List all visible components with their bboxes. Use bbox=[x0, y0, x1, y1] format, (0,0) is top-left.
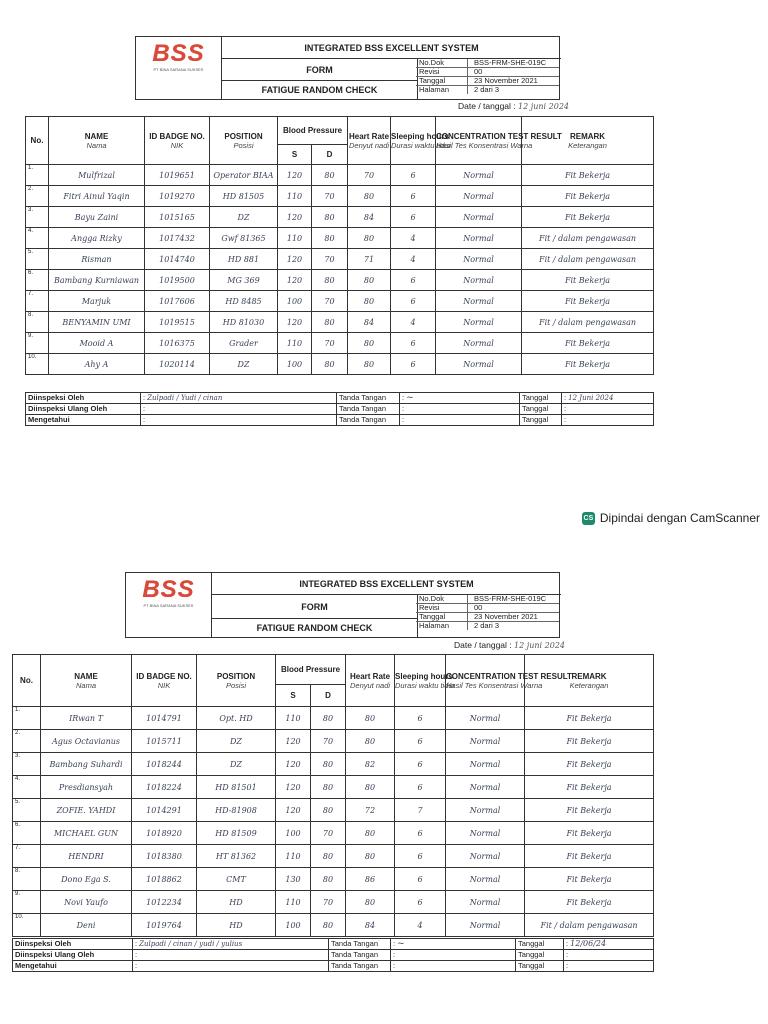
date-label: Tanggal bbox=[516, 950, 564, 961]
row-name: Presdiansyah bbox=[41, 776, 132, 799]
row-badge: 1016375 bbox=[145, 333, 210, 354]
row-position: HD 81030 bbox=[210, 312, 278, 333]
col-name: NAME Nama bbox=[49, 117, 145, 165]
bss-logo: BSS PT BINA SARANA SUKSES bbox=[126, 573, 212, 637]
row-heart-rate: 80 bbox=[346, 845, 395, 868]
row-badge: 1019270 bbox=[145, 186, 210, 207]
row-systolic: 100 bbox=[276, 914, 311, 937]
row-remark: Fit / dalam pengawasan bbox=[522, 249, 654, 270]
table-row bbox=[13, 776, 654, 799]
row-no: 6. bbox=[26, 270, 49, 291]
row-systolic: 120 bbox=[278, 270, 312, 291]
row-systolic: 120 bbox=[276, 776, 311, 799]
row-concentration: Normal bbox=[446, 845, 525, 868]
row-badge: 1014791 bbox=[132, 707, 197, 730]
date-label: Tanggal bbox=[516, 939, 564, 950]
row-no: 8. bbox=[13, 868, 41, 891]
row-name: Dono Ega S. bbox=[41, 868, 132, 891]
signature-label: Tanda Tangan bbox=[337, 393, 400, 404]
form-label: FORM bbox=[212, 595, 418, 619]
date-label: Tanggal bbox=[520, 415, 562, 426]
reinspected-date: : bbox=[564, 950, 654, 961]
doc-meta: No.Dok BSS-FRM-SHE-019C Revisi 00 Tanggal 23 November 2021 Halaman 2 dari 3 bbox=[416, 59, 559, 94]
signature-label: Tanda Tangan bbox=[337, 404, 400, 415]
row-systolic: 120 bbox=[278, 207, 312, 228]
row-badge: 1018224 bbox=[132, 776, 197, 799]
camscanner-watermark bbox=[582, 511, 760, 525]
col-s: S bbox=[276, 685, 311, 707]
row-no: 7. bbox=[26, 291, 49, 312]
row-remark: Fit Bekerja bbox=[522, 186, 654, 207]
row-position: HD bbox=[197, 914, 276, 937]
row-position: HD 81509 bbox=[197, 822, 276, 845]
row-sleep-hours: 6 bbox=[391, 333, 436, 354]
table-row bbox=[13, 914, 654, 937]
row-remark: Fit Bekerja bbox=[522, 333, 654, 354]
row-heart-rate: 80 bbox=[348, 354, 391, 375]
row-concentration: Normal bbox=[436, 270, 522, 291]
row-systolic: 120 bbox=[278, 165, 312, 186]
inspected-by: : Zulpadi / cinan / yudi / yulius bbox=[133, 939, 329, 950]
col-hr: Heart Rate Denyut nadi bbox=[346, 655, 395, 707]
camscanner-text: Dipindai dengan CamScanner bbox=[599, 511, 760, 525]
row-sleep-hours: 4 bbox=[395, 914, 446, 937]
form-title: FATIGUE RANDOM CHECK bbox=[212, 619, 418, 638]
row-sleep-hours: 6 bbox=[391, 207, 436, 228]
row-remark: Fit Bekerja bbox=[525, 845, 654, 868]
row-no: 10. bbox=[13, 914, 41, 937]
form2-table bbox=[12, 654, 654, 937]
row-no: 2. bbox=[26, 186, 49, 207]
form1-footer bbox=[25, 392, 654, 426]
row-heart-rate: 80 bbox=[348, 228, 391, 249]
row-name: Bambang Suhardi bbox=[41, 753, 132, 776]
row-name: Agus Octavianus bbox=[41, 730, 132, 753]
row-diastolic: 70 bbox=[311, 822, 346, 845]
row-sleep-hours: 6 bbox=[395, 753, 446, 776]
row-badge: 1014740 bbox=[145, 249, 210, 270]
row-heart-rate: 84 bbox=[348, 312, 391, 333]
row-position: Opt. HD bbox=[197, 707, 276, 730]
inspected-by: : Zulpadi / Yudi / cinan bbox=[141, 393, 337, 404]
row-no: 5. bbox=[13, 799, 41, 822]
row-diastolic: 80 bbox=[311, 707, 346, 730]
row-concentration: Normal bbox=[436, 354, 522, 375]
row-remark: Fit Bekerja bbox=[525, 868, 654, 891]
row-systolic: 130 bbox=[276, 868, 311, 891]
row-concentration: Normal bbox=[436, 249, 522, 270]
row-concentration: Normal bbox=[446, 822, 525, 845]
table-row bbox=[26, 186, 654, 207]
row-no: 2. bbox=[13, 730, 41, 753]
row-sleep-hours: 6 bbox=[391, 291, 436, 312]
row-diastolic: 70 bbox=[311, 730, 346, 753]
row-position: DZ bbox=[197, 753, 276, 776]
row-no: 7. bbox=[13, 845, 41, 868]
row-heart-rate: 80 bbox=[346, 776, 395, 799]
col-remark: REMARK Keterangan bbox=[525, 655, 654, 707]
row-concentration: Normal bbox=[446, 730, 525, 753]
row-remark: Fit Bekerja bbox=[522, 291, 654, 312]
row-sleep-hours: 6 bbox=[391, 165, 436, 186]
row-position: DZ bbox=[210, 354, 278, 375]
row-diastolic: 80 bbox=[311, 914, 346, 937]
form2-footer bbox=[12, 938, 654, 972]
row-badge: 1019764 bbox=[132, 914, 197, 937]
date-label: Tanggal bbox=[516, 961, 564, 972]
row-position: Operator BIAA bbox=[210, 165, 278, 186]
table-row bbox=[26, 291, 654, 312]
row-no: 5. bbox=[26, 249, 49, 270]
row-systolic: 100 bbox=[276, 822, 311, 845]
col-s: S bbox=[278, 145, 312, 165]
row-remark: Fit Bekerja bbox=[525, 730, 654, 753]
table-row bbox=[13, 868, 654, 891]
table-row bbox=[26, 270, 654, 291]
row-remark: Fit Bekerja bbox=[525, 891, 654, 914]
col-d: D bbox=[311, 685, 346, 707]
row-position: Gwf 81365 bbox=[210, 228, 278, 249]
row-sleep-hours: 6 bbox=[395, 822, 446, 845]
row-systolic: 110 bbox=[278, 186, 312, 207]
row-remark: Fit Bekerja bbox=[525, 707, 654, 730]
form2-header bbox=[125, 572, 560, 638]
signature-value: : bbox=[391, 961, 516, 972]
row-concentration: Normal bbox=[446, 891, 525, 914]
row-heart-rate: 80 bbox=[348, 291, 391, 312]
row-name: Novi Yaufo bbox=[41, 891, 132, 914]
row-position: MG 369 bbox=[210, 270, 278, 291]
row-name: Risman bbox=[49, 249, 145, 270]
row-remark: Fit / dalam pengawasan bbox=[525, 914, 654, 937]
reinspected-date: : bbox=[562, 404, 654, 415]
row-no: 1. bbox=[13, 707, 41, 730]
row-diastolic: 70 bbox=[312, 291, 348, 312]
row-remark: Fit Bekerja bbox=[525, 776, 654, 799]
row-heart-rate: 72 bbox=[346, 799, 395, 822]
acknowledged-by: : bbox=[133, 961, 329, 972]
acknowledged-date: : bbox=[564, 961, 654, 972]
table-row bbox=[13, 707, 654, 730]
row-diastolic: 70 bbox=[312, 333, 348, 354]
row-sleep-hours: 6 bbox=[395, 730, 446, 753]
row-badge: 1012234 bbox=[132, 891, 197, 914]
row-sleep-hours: 6 bbox=[391, 270, 436, 291]
reinspected-by: : bbox=[141, 404, 337, 415]
row-concentration: Normal bbox=[446, 914, 525, 937]
row-badge: 1015711 bbox=[132, 730, 197, 753]
col-position: POSITION Posisi bbox=[197, 655, 276, 707]
row-name: Fitri Ainul Yaqin bbox=[49, 186, 145, 207]
form1-header bbox=[135, 36, 560, 100]
acknowledged-label: Mengetahui bbox=[13, 961, 133, 972]
table-row bbox=[26, 228, 654, 249]
row-heart-rate: 84 bbox=[348, 207, 391, 228]
inspected-label: Diinspeksi Oleh bbox=[26, 393, 141, 404]
date-label: Tanggal bbox=[520, 404, 562, 415]
col-conc: CONCENTRATION TEST RESULT Hasil Tes Konsentrasi Warna bbox=[446, 655, 525, 707]
reinspected-label: Diinspeksi Ulang Oleh bbox=[26, 404, 141, 415]
row-no: 4. bbox=[26, 228, 49, 249]
row-concentration: Normal bbox=[436, 312, 522, 333]
row-diastolic: 80 bbox=[311, 753, 346, 776]
row-sleep-hours: 6 bbox=[395, 845, 446, 868]
row-badge: 1018920 bbox=[132, 822, 197, 845]
row-no: 3. bbox=[26, 207, 49, 228]
row-remark: Fit / dalam pengawasan bbox=[522, 228, 654, 249]
acknowledged-date: : bbox=[562, 415, 654, 426]
row-remark: Fit Bekerja bbox=[522, 270, 654, 291]
row-badge: 1017432 bbox=[145, 228, 210, 249]
row-name: Bayu Zaini bbox=[49, 207, 145, 228]
col-hr: Heart Rate Denyut nadi bbox=[348, 117, 391, 165]
row-remark: Fit / dalam pengawasan bbox=[522, 312, 654, 333]
row-badge: 1017606 bbox=[145, 291, 210, 312]
form-label: FORM bbox=[222, 59, 418, 81]
row-systolic: 120 bbox=[278, 312, 312, 333]
row-concentration: Normal bbox=[436, 228, 522, 249]
row-diastolic: 80 bbox=[311, 868, 346, 891]
camscanner-icon: CS bbox=[582, 512, 595, 525]
row-sleep-hours: 6 bbox=[395, 776, 446, 799]
signature-label: Tanda Tangan bbox=[329, 950, 391, 961]
row-name: ZOFIE. YAHDI bbox=[41, 799, 132, 822]
row-remark: Fit Bekerja bbox=[522, 354, 654, 375]
row-sleep-hours: 4 bbox=[391, 249, 436, 270]
col-badge: ID BADGE NO. NIK bbox=[132, 655, 197, 707]
reinspected-label: Diinspeksi Ulang Oleh bbox=[13, 950, 133, 961]
row-name: MICHAEL GUN bbox=[41, 822, 132, 845]
row-diastolic: 80 bbox=[312, 207, 348, 228]
system-title: INTEGRATED BSS EXCELLENT SYSTEM bbox=[212, 573, 561, 595]
row-remark: Fit Bekerja bbox=[522, 165, 654, 186]
row-sleep-hours: 6 bbox=[395, 891, 446, 914]
row-badge: 1019515 bbox=[145, 312, 210, 333]
inspected-label: Diinspeksi Oleh bbox=[13, 939, 133, 950]
table-row bbox=[13, 799, 654, 822]
table-row bbox=[26, 249, 654, 270]
row-no: 9. bbox=[26, 333, 49, 354]
row-no: 4. bbox=[13, 776, 41, 799]
row-position: HD 881 bbox=[210, 249, 278, 270]
inspected-date: : 12 Juni 2024 bbox=[562, 393, 654, 404]
table-row bbox=[26, 312, 654, 333]
row-badge: 1018862 bbox=[132, 868, 197, 891]
row-name: Ahy A bbox=[49, 354, 145, 375]
row-position: HD 81505 bbox=[210, 186, 278, 207]
row-sleep-hours: 4 bbox=[391, 312, 436, 333]
row-systolic: 110 bbox=[278, 333, 312, 354]
signature-value: : bbox=[391, 950, 516, 961]
row-systolic: 110 bbox=[276, 845, 311, 868]
row-remark: Fit Bekerja bbox=[525, 799, 654, 822]
row-badge: 1020114 bbox=[145, 354, 210, 375]
row-heart-rate: 86 bbox=[346, 868, 395, 891]
bss-logo: BSS PT BINA SARANA SUKSES bbox=[136, 37, 222, 99]
table-row bbox=[26, 207, 654, 228]
row-heart-rate: 80 bbox=[348, 270, 391, 291]
row-sleep-hours: 6 bbox=[395, 868, 446, 891]
row-concentration: Normal bbox=[436, 291, 522, 312]
row-diastolic: 80 bbox=[311, 845, 346, 868]
row-concentration: Normal bbox=[446, 753, 525, 776]
row-diastolic: 80 bbox=[311, 799, 346, 822]
col-name: NAME Nama bbox=[41, 655, 132, 707]
row-heart-rate: 71 bbox=[348, 249, 391, 270]
row-concentration: Normal bbox=[446, 799, 525, 822]
row-position: HD-81908 bbox=[197, 799, 276, 822]
row-diastolic: 80 bbox=[312, 270, 348, 291]
row-position: CMT bbox=[197, 868, 276, 891]
row-diastolic: 70 bbox=[312, 249, 348, 270]
row-sleep-hours: 6 bbox=[395, 707, 446, 730]
row-systolic: 110 bbox=[278, 228, 312, 249]
doc-meta: No.Dok BSS-FRM-SHE-019C Revisi 00 Tanggal 23 November 2021 Halaman 2 dari 3 bbox=[416, 595, 559, 630]
row-sleep-hours: 6 bbox=[391, 354, 436, 375]
row-name: HENDRI bbox=[41, 845, 132, 868]
row-concentration: Normal bbox=[446, 776, 525, 799]
row-diastolic: 70 bbox=[311, 891, 346, 914]
row-name: IRwan T bbox=[41, 707, 132, 730]
table-row bbox=[26, 354, 654, 375]
col-bp: Blood Pressure bbox=[278, 117, 348, 145]
row-name: Bambang Kurniawan bbox=[49, 270, 145, 291]
row-name: Mulfrizal bbox=[49, 165, 145, 186]
signature-value: : ~ bbox=[400, 393, 520, 404]
row-name: Mooid A bbox=[49, 333, 145, 354]
col-badge: ID BADGE NO. NIK bbox=[145, 117, 210, 165]
row-position: HT 81362 bbox=[197, 845, 276, 868]
row-concentration: Normal bbox=[436, 165, 522, 186]
row-diastolic: 80 bbox=[312, 312, 348, 333]
row-badge: 1018380 bbox=[132, 845, 197, 868]
row-sleep-hours: 4 bbox=[391, 228, 436, 249]
form-title: FATIGUE RANDOM CHECK bbox=[222, 81, 418, 100]
row-sleep-hours: 6 bbox=[391, 186, 436, 207]
row-position: HD 8485 bbox=[210, 291, 278, 312]
row-diastolic: 80 bbox=[312, 354, 348, 375]
col-no: No. bbox=[26, 117, 49, 165]
row-remark: Fit Bekerja bbox=[525, 753, 654, 776]
row-badge: 1019651 bbox=[145, 165, 210, 186]
form2-date: Date / tanggal : 12 juni 2024 bbox=[454, 640, 565, 650]
row-badge: 1019500 bbox=[145, 270, 210, 291]
row-heart-rate: 82 bbox=[346, 753, 395, 776]
acknowledged-label: Mengetahui bbox=[26, 415, 141, 426]
col-no: No. bbox=[13, 655, 41, 707]
col-d: D bbox=[312, 145, 348, 165]
row-diastolic: 80 bbox=[312, 165, 348, 186]
inspected-date: : 12/06/24 bbox=[564, 939, 654, 950]
row-name: Marjuk bbox=[49, 291, 145, 312]
row-badge: 1015165 bbox=[145, 207, 210, 228]
table-row bbox=[26, 333, 654, 354]
row-systolic: 120 bbox=[276, 753, 311, 776]
row-no: 9. bbox=[13, 891, 41, 914]
form1-table bbox=[25, 116, 654, 375]
row-systolic: 110 bbox=[276, 891, 311, 914]
table-row bbox=[13, 753, 654, 776]
row-position: DZ bbox=[210, 207, 278, 228]
row-position: DZ bbox=[197, 730, 276, 753]
table-row bbox=[13, 730, 654, 753]
row-systolic: 120 bbox=[278, 249, 312, 270]
system-title: INTEGRATED BSS EXCELLENT SYSTEM bbox=[222, 37, 561, 59]
table-row bbox=[13, 891, 654, 914]
reinspected-by: : bbox=[133, 950, 329, 961]
row-heart-rate: 80 bbox=[346, 730, 395, 753]
row-name: Deni bbox=[41, 914, 132, 937]
row-concentration: Normal bbox=[436, 186, 522, 207]
row-heart-rate: 80 bbox=[348, 333, 391, 354]
row-diastolic: 80 bbox=[312, 228, 348, 249]
row-no: 1. bbox=[26, 165, 49, 186]
col-conc: CONCENTRATION TEST RESULT Hasil Tes Konsentrasi Warna bbox=[436, 117, 522, 165]
col-bp: Blood Pressure bbox=[276, 655, 346, 685]
signature-label: Tanda Tangan bbox=[337, 415, 400, 426]
acknowledged-by: : bbox=[141, 415, 337, 426]
row-position: Grader bbox=[210, 333, 278, 354]
row-remark: Fit Bekerja bbox=[522, 207, 654, 228]
row-name: Angga Rizky bbox=[49, 228, 145, 249]
row-heart-rate: 80 bbox=[346, 707, 395, 730]
col-position: POSITION Posisi bbox=[210, 117, 278, 165]
date-label: Tanggal bbox=[520, 393, 562, 404]
row-position: HD 81501 bbox=[197, 776, 276, 799]
form1-date: Date / tanggal : 12 juni 2024 bbox=[458, 101, 569, 111]
row-no: 6. bbox=[13, 822, 41, 845]
row-badge: 1014291 bbox=[132, 799, 197, 822]
row-heart-rate: 84 bbox=[346, 914, 395, 937]
row-heart-rate: 70 bbox=[348, 165, 391, 186]
row-diastolic: 70 bbox=[312, 186, 348, 207]
row-diastolic: 80 bbox=[311, 776, 346, 799]
col-sleep: Sleeping hours Durasi waktu tidur bbox=[395, 655, 446, 707]
row-concentration: Normal bbox=[446, 868, 525, 891]
row-heart-rate: 80 bbox=[346, 822, 395, 845]
row-systolic: 110 bbox=[276, 707, 311, 730]
signature-value: : bbox=[400, 415, 520, 426]
row-systolic: 100 bbox=[278, 354, 312, 375]
row-systolic: 100 bbox=[278, 291, 312, 312]
col-remark: REMARK Keterangan bbox=[522, 117, 654, 165]
row-concentration: Normal bbox=[446, 707, 525, 730]
signature-label: Tanda Tangan bbox=[329, 939, 391, 950]
signature-label: Tanda Tangan bbox=[329, 961, 391, 972]
row-no: 3. bbox=[13, 753, 41, 776]
row-no: 10. bbox=[26, 354, 49, 375]
row-systolic: 120 bbox=[276, 799, 311, 822]
row-systolic: 120 bbox=[276, 730, 311, 753]
row-sleep-hours: 7 bbox=[395, 799, 446, 822]
col-sleep: Sleeping hours Durasi waktu tidur bbox=[391, 117, 436, 165]
row-name: BENYAMIN UMI bbox=[49, 312, 145, 333]
row-concentration: Normal bbox=[436, 333, 522, 354]
signature-value: : ~ bbox=[391, 939, 516, 950]
row-remark: Fit Bekerja bbox=[525, 822, 654, 845]
row-badge: 1018244 bbox=[132, 753, 197, 776]
row-no: 8. bbox=[26, 312, 49, 333]
row-heart-rate: 80 bbox=[346, 891, 395, 914]
signature-value: : bbox=[400, 404, 520, 415]
table-row bbox=[13, 845, 654, 868]
table-row bbox=[13, 822, 654, 845]
row-heart-rate: 80 bbox=[348, 186, 391, 207]
row-position: HD bbox=[197, 891, 276, 914]
table-row bbox=[26, 165, 654, 186]
row-concentration: Normal bbox=[436, 207, 522, 228]
